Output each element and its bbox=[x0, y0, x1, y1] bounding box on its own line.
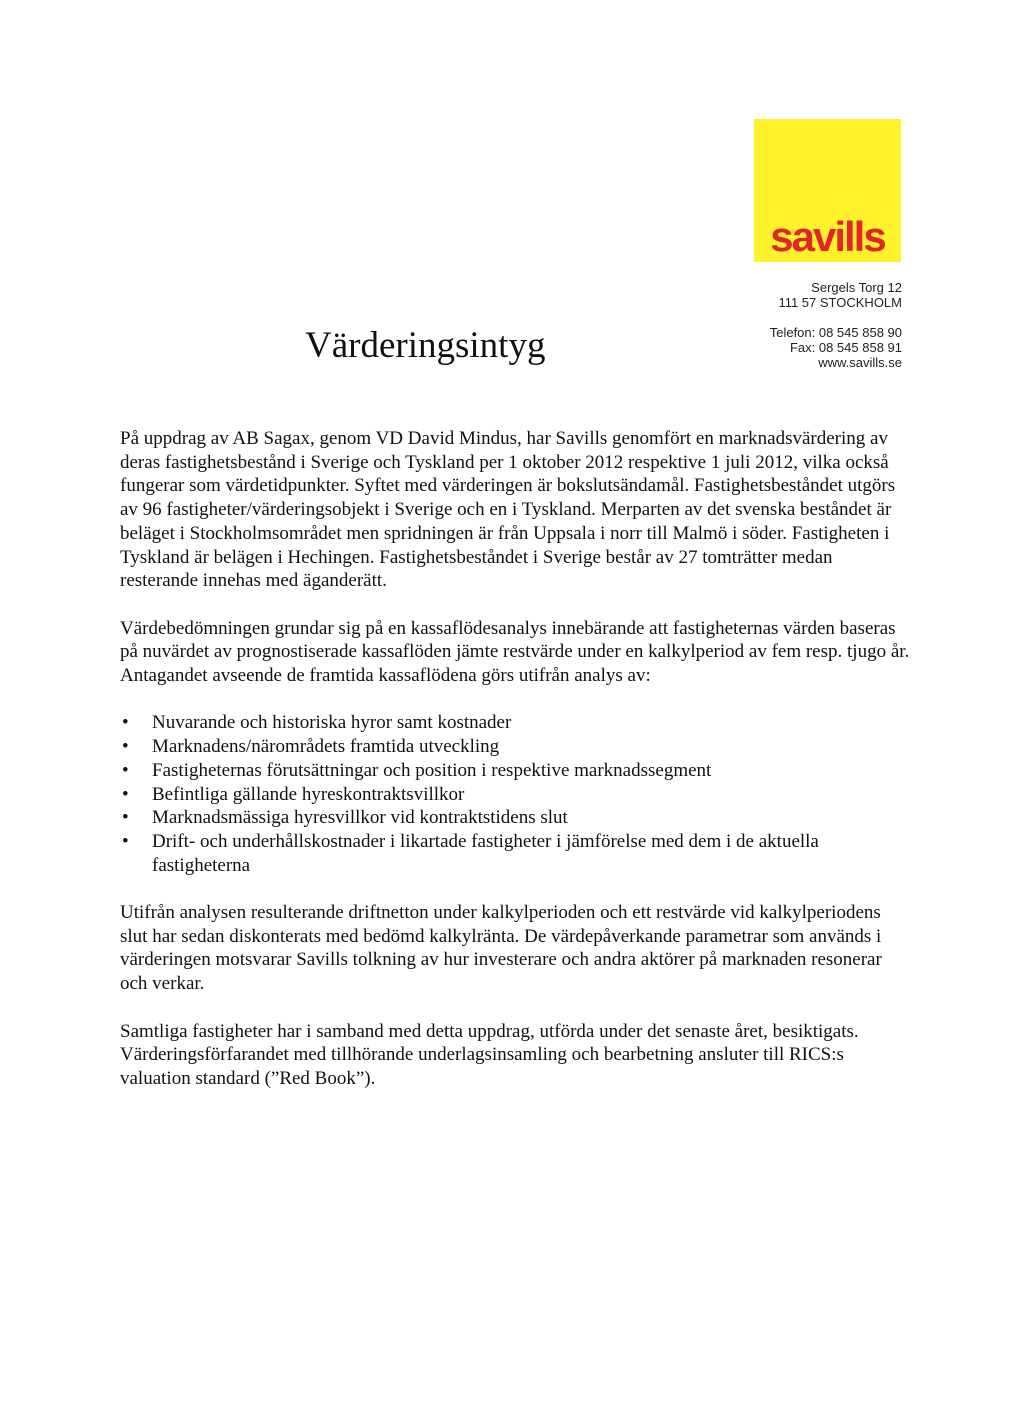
paragraph-discounting: Utifrån analysen resulterande driftnetton under kalkylperioden och ett restvärde vid kalkylperiodens slut har sedan diskonterats med bedömd kalkylränta. De värdepåverkande parametrar som används i värderingen motsvarar Savills tolkning av hur investerare och andra aktörer på marknaden resonerar och verkar. bbox=[120, 902, 882, 995]
list-item: • Befintliga gällande hyreskontraktsvillkor bbox=[120, 783, 910, 807]
address-phone: Telefon: 08 545 858 90 bbox=[769, 325, 902, 340]
document-title: Värderingsintyg bbox=[305, 325, 546, 366]
address-fax: Fax: 08 545 858 91 bbox=[789, 340, 902, 355]
address-web: www.savills.se bbox=[818, 355, 902, 370]
list-item: • Fastigheternas förutsättningar och position i respektive marknadssegment bbox=[120, 759, 910, 783]
list-item: • Marknadens/närområdets framtida utveckling bbox=[120, 735, 910, 759]
list-item: • Marknadsmässiga hyresvillkor vid kontraktstidens slut bbox=[120, 806, 910, 830]
address-street: Sergels Torg 12 bbox=[811, 280, 902, 295]
document-body bbox=[120, 427, 910, 1114]
logo-text: savills bbox=[770, 213, 885, 260]
paragraph-assignment: På uppdrag av AB Sagax, genom VD David Mindus, har Savills genomfört en marknadsvärdering av deras fastighetsbestånd i Sverige och Tyskland per 1 oktober 2012 respektive 1 juli 2012, vilka också fungerar som värdetidpunkter. Syftet med värderingen är bokslutsändamål. Fastighetsbeståndet utgörs av 96 fastigheter/värderingsobjekt i Sverige och en i Tyskland. Merparten av det svenska beståndet är beläget i Stockholmsområdet men spridningen är från Uppsala i norr till Malmö i söder. Fastigheten i Tyskland är belägen i Hechingen. Fastighetsbeståndet i Sverige består av 27 tomträtter medan resterande innehas med äganderätt. bbox=[120, 428, 896, 592]
address-postal: 111 57 STOCKHOLM bbox=[778, 295, 902, 310]
address-spacer bbox=[770, 310, 902, 325]
paragraph-inspection: Samtliga fastigheter har i samband med detta uppdrag, utförda under det senaste året, besiktigats. Värderingsförfarandet med tillhörande underlagsinsamling och bearbetning ansluter till RICS:s valuation standard (”Red Book”). bbox=[120, 1020, 859, 1089]
paragraph-method: Värdebedömningen grundar sig på en kassaflödesanalys innebärande att fastigheternas värden baseras på nuvärdet av prognostiserade kassaflöden jämte restvärde under en kalkylperiod av fem resp. tjugo år. Antagandet avseende de framtida kassaflödena görs utifrån analys av: bbox=[120, 617, 910, 687]
company-address bbox=[770, 280, 902, 370]
analysis-list bbox=[120, 711, 910, 877]
savills-logo bbox=[754, 119, 901, 262]
list-item: • Drift- och underhållskostnader i likartade fastigheter i jämförelse med dem i de aktuella fastigheterna bbox=[120, 830, 910, 877]
list-item: • Nuvarande och historiska hyror samt kostnader bbox=[120, 711, 910, 735]
